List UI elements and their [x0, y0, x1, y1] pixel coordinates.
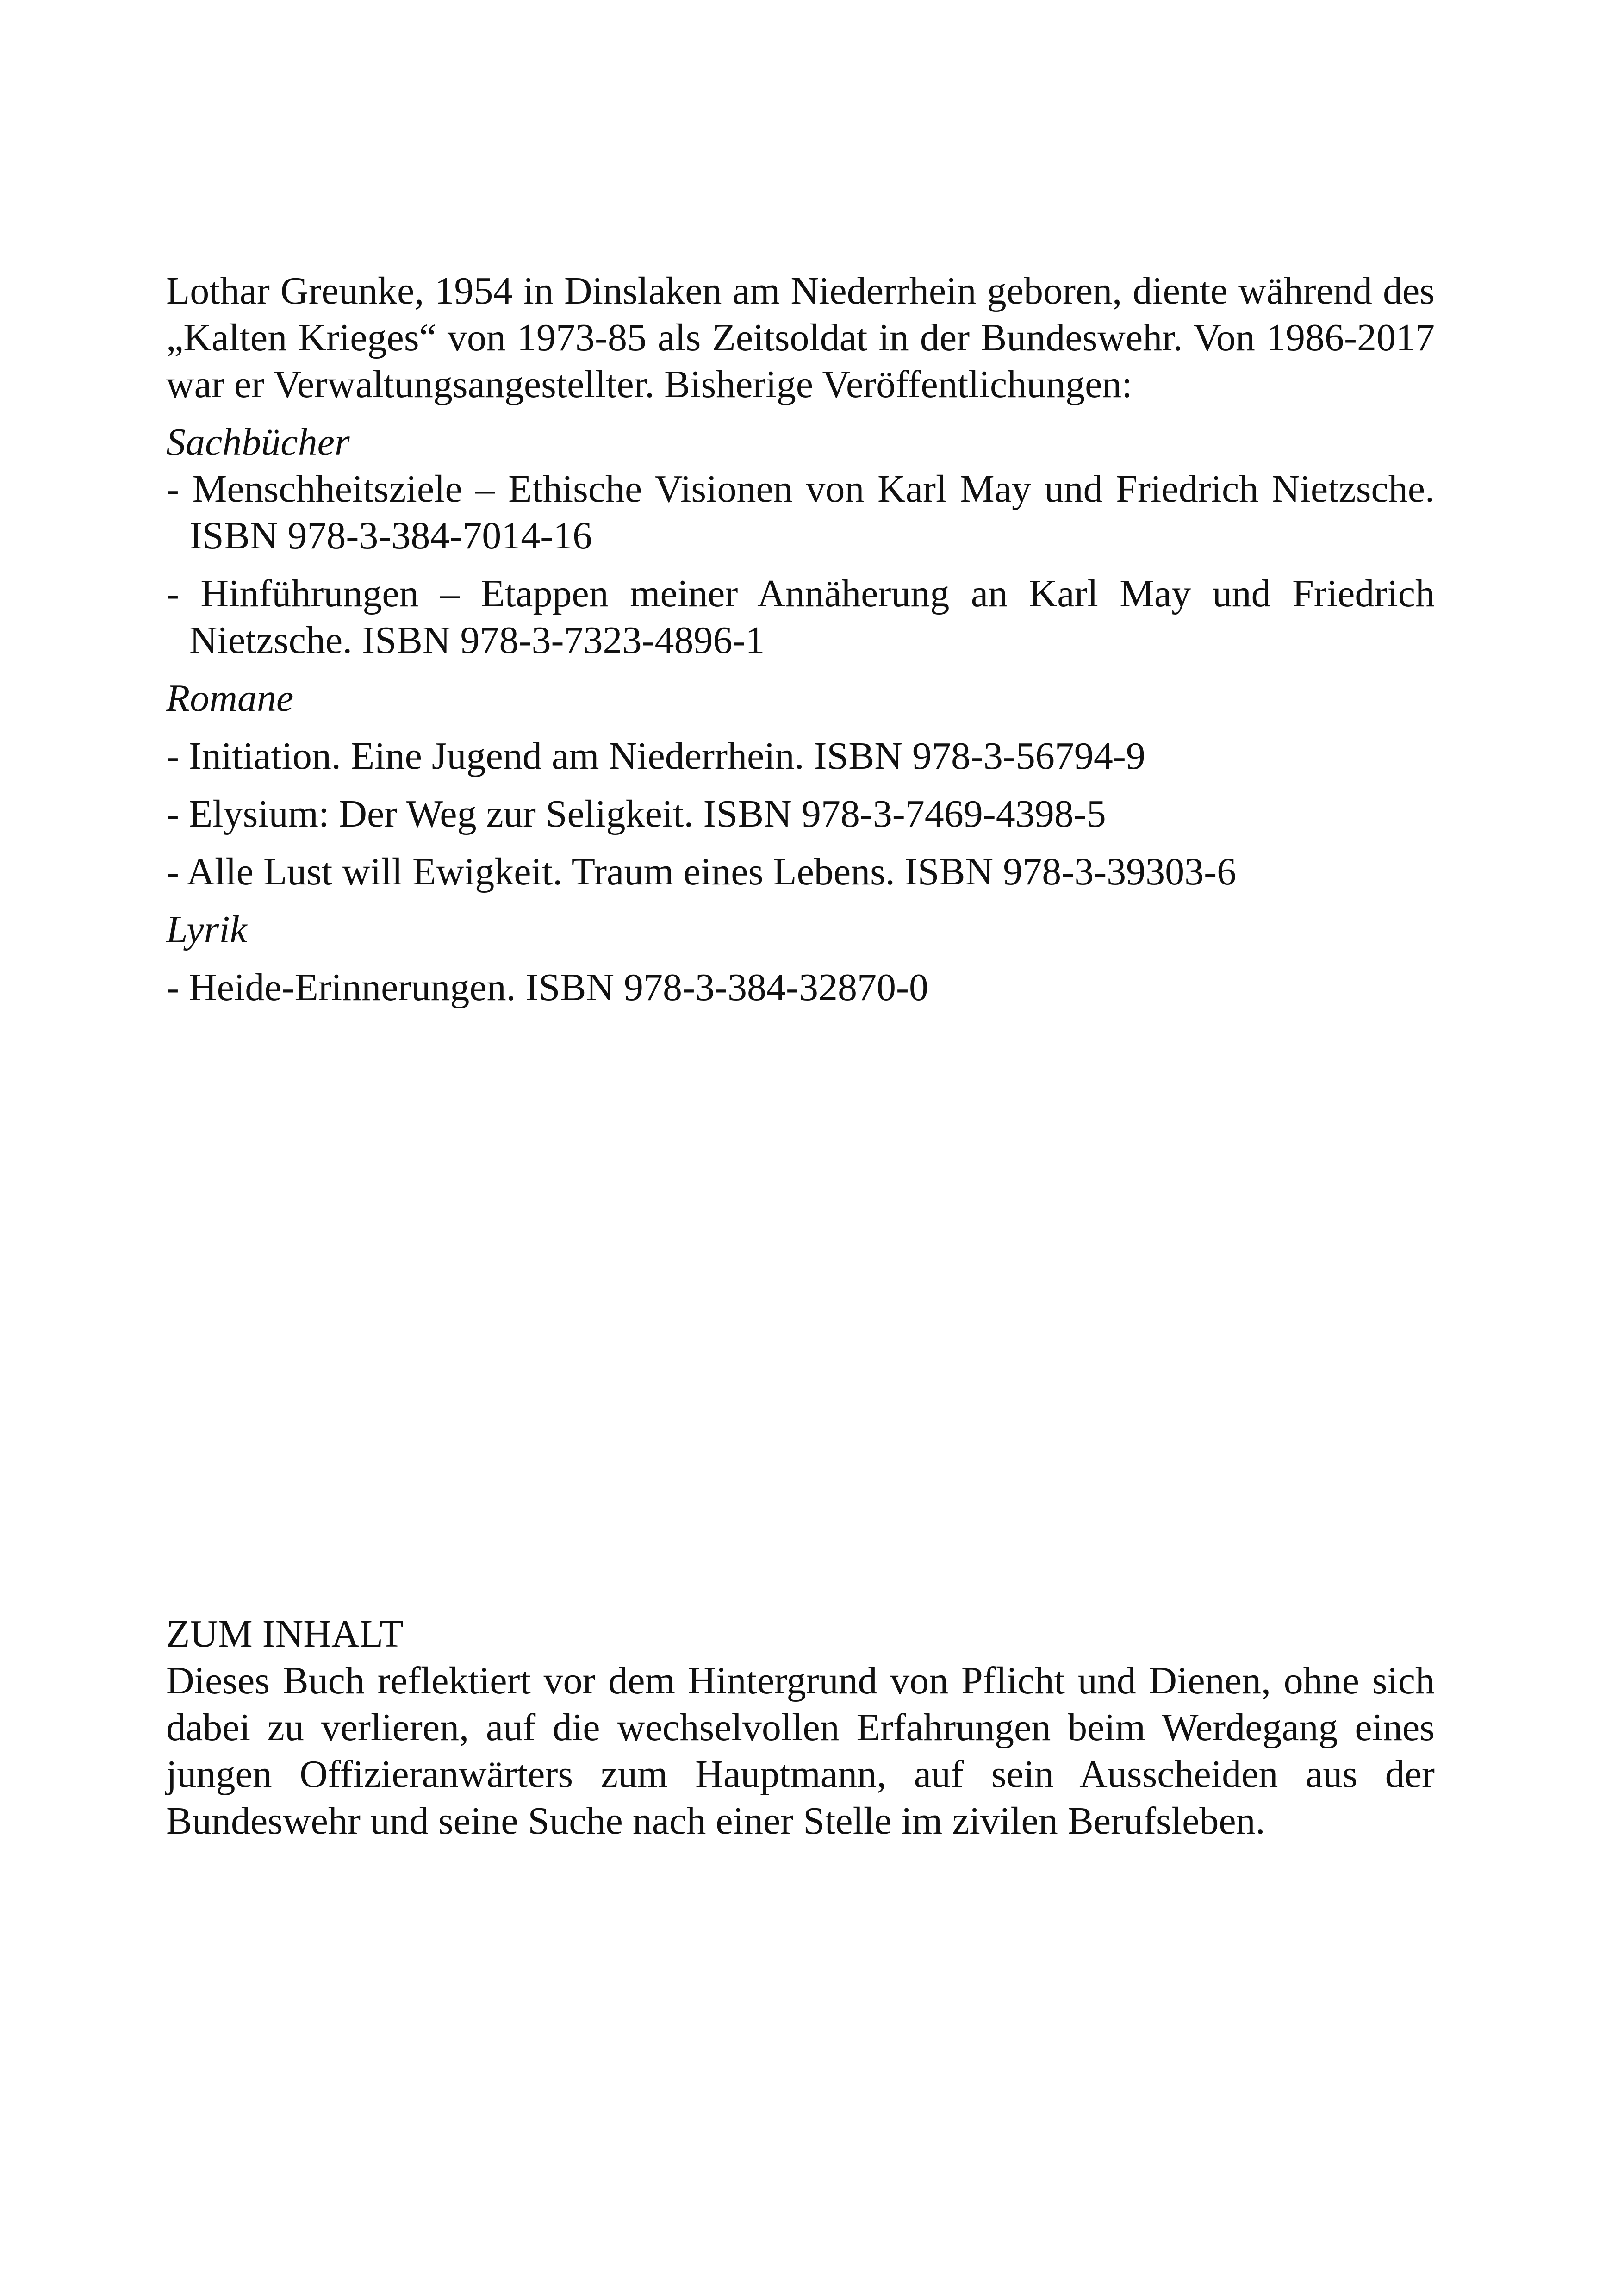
list-item: - Alle Lust will Ewigkeit. Traum eines Lebens. ISBN 978-3-39303-6	[166, 850, 1237, 893]
author-bio-section	[166, 268, 1435, 1011]
section-heading-sachbuecher: Sachbücher	[166, 421, 350, 464]
list-item: - Elysium: Der Weg zur Seligkeit. ISBN 978-3-7469-4398-5	[166, 792, 1106, 835]
list-item: - Initiation. Eine Jugend am Niederrhein. ISBN 978-3-56794-9	[166, 734, 1145, 778]
author-bio-paragraph: Lothar Greunke, 1954 in Dinslaken am Niederrhein geboren, diente während des „Kalten Krieges“ von 1973-85 als Zeitsoldat in der Bundeswehr. Von 1986-2017 war er Verwaltungsangestellter. Bisherige Veröffentlichungen:	[166, 269, 1435, 406]
list-item: - Hinführungen – Etappen meiner Annäherung an Karl May und Friedrich Nietzsche. ISBN 978-3-7323-4896-1	[166, 572, 1435, 662]
list-item: - Heide-Erinnerungen. ISBN 978-3-384-32870-0	[166, 966, 928, 1009]
list-item: - Menschheitsziele – Ethische Visionen von Karl May und Friedrich Nietzsche. ISBN 978-3-384-7014-16	[166, 467, 1435, 557]
content-summary-section	[166, 1611, 1435, 1844]
section-heading-lyrik: Lyrik	[166, 908, 247, 951]
content-summary-title: ZUM INHALT	[166, 1612, 404, 1655]
content-summary-paragraph: Dieses Buch reflektiert vor dem Hintergrund von Pflicht und Dienen, ohne sich dabei zu verlieren, auf die wechselvollen Erfahrungen beim Werdegang eines jungen Offizieranwärters zum Hauptmann, auf sein Ausscheiden aus der Bundeswehr und seine Suche nach einer Stelle im zivilen Berufsleben.	[166, 1659, 1435, 1842]
section-heading-romane: Romane	[166, 677, 294, 720]
